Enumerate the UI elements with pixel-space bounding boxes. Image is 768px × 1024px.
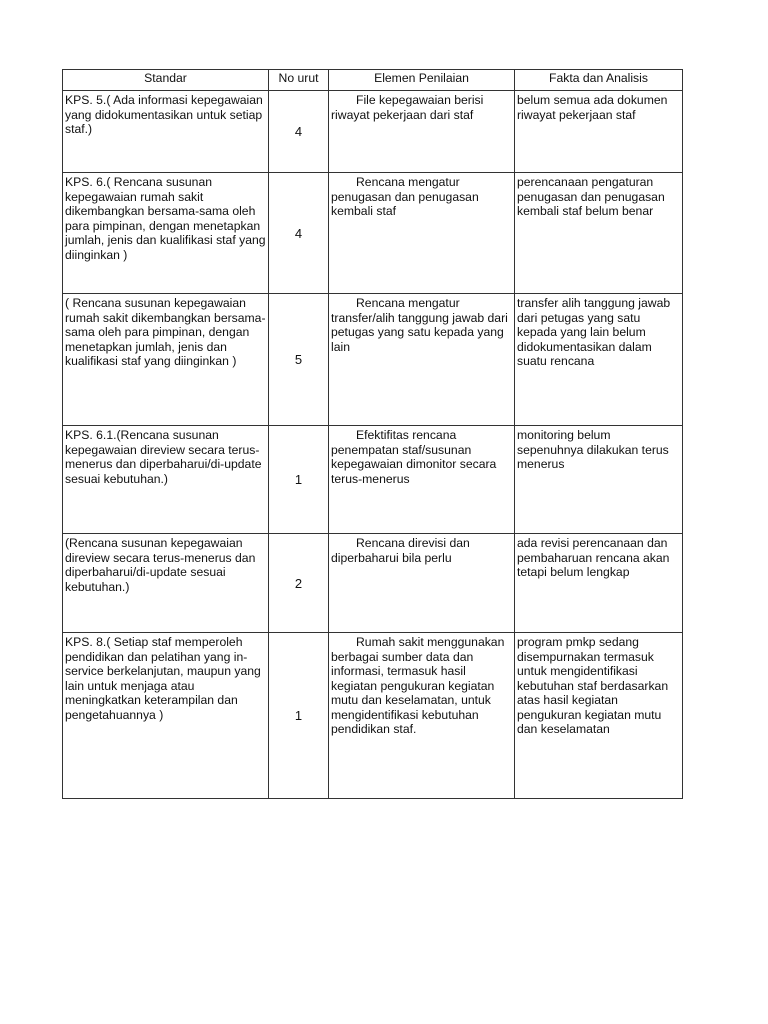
header-elemen-penilaian: Elemen Penilaian (329, 70, 515, 91)
standar-cell: KPS. 5.( Ada informasi kepegawaian yang didokumentasikan untuk setiap staf.) (63, 91, 269, 173)
elemen-text: Rencana mengatur penugasan dan penugasan kembali staf (331, 175, 479, 218)
table-row (63, 534, 683, 633)
fakta-cell: belum semua ada dokumen riwayat pekerjaan staf (515, 91, 683, 173)
fakta-cell: program pmkp sedang disempurnakan termasuk untuk mengidentifikasi kebutuhan staf berdasarkan atas hasil kegiatan pengukuran kegiatan mutu dan keselamatan (515, 633, 683, 799)
elemen-text: File kepegawaian berisi riwayat pekerjaan dari staf (331, 93, 484, 122)
elemen-text: Rumah sakit menggunakan berbagai sumber data dan informasi, termasuk hasil kegiatan pengukuran kegiatan mutu dan keselamatan, untuk mengidentifikasi kebutuhan pendidikan staf. (331, 635, 505, 736)
elemen-cell (329, 633, 515, 799)
no-urut-cell: 1 (269, 426, 329, 534)
elemen-cell (329, 426, 515, 534)
elemen-text: Rencana mengatur transfer/alih tanggung jawab dari petugas yang satu kepada yang lain (331, 296, 508, 354)
table-row (63, 426, 683, 534)
elemen-cell (329, 91, 515, 173)
standar-cell: KPS. 6.1.(Rencana susunan kepegawaian direview secara terus-menerus dan diperbaharui/di-update sesuai kebutuhan.) (63, 426, 269, 534)
standar-cell: KPS. 8.( Setiap staf memperoleh pendidikan dan pelatihan yang in-service berkelanjutan, maupun yang lain untuk menjaga atau meningkatkan keterampilan dan pengetahuannya ) (63, 633, 269, 799)
fakta-cell: ada revisi perencanaan dan pembaharuan rencana akan tetapi belum lengkap (515, 534, 683, 633)
header-row (63, 70, 683, 91)
no-urut-cell: 4 (269, 91, 329, 173)
fakta-cell: perencanaan pengaturan penugasan dan penugasan kembali staf belum benar (515, 173, 683, 294)
elemen-text: Efektifitas rencana penempatan staf/susunan kepegawaian dimonitor secara terus-menerus (331, 428, 497, 486)
no-urut-cell: 5 (269, 294, 329, 426)
header-fakta-analisis: Fakta dan Analisis (515, 70, 683, 91)
table-body (63, 91, 683, 799)
header-standar: Standar (63, 70, 269, 91)
table-row (63, 173, 683, 294)
table-row (63, 91, 683, 173)
no-urut-cell: 1 (269, 633, 329, 799)
table-header (63, 70, 683, 91)
elemen-cell (329, 534, 515, 633)
standar-cell: KPS. 6.( Rencana susunan kepegawaian rumah sakit dikembangkan bersama-sama oleh para pimpinan, dengan menetapkan jumlah, jenis dan kualifikasi staf yang diinginkan ) (63, 173, 269, 294)
table-row (63, 294, 683, 426)
elemen-text: Rencana direvisi dan diperbaharui bila perlu (331, 536, 470, 565)
standar-cell: (Rencana susunan kepegawaian direview secara terus-menerus dan diperbaharui/di-update sesuai kebutuhan.) (63, 534, 269, 633)
elemen-cell (329, 173, 515, 294)
header-no-urut: No urut (269, 70, 329, 91)
no-urut-cell: 2 (269, 534, 329, 633)
table-row (63, 633, 683, 799)
fakta-cell: monitoring belum sepenuhnya dilakukan terus menerus (515, 426, 683, 534)
fakta-cell: transfer alih tanggung jawab dari petugas yang satu kepada yang lain belum didokumentasikan dalam suatu rencana (515, 294, 683, 426)
standar-cell: ( Rencana susunan kepegawaian rumah sakit dikembangkan bersama-sama oleh para pimpinan, dengan menetapkan jumlah, jenis dan kualifikasi staf yang diinginkan ) (63, 294, 269, 426)
no-urut-cell: 4 (269, 173, 329, 294)
elemen-cell (329, 294, 515, 426)
assessment-table (62, 69, 683, 799)
